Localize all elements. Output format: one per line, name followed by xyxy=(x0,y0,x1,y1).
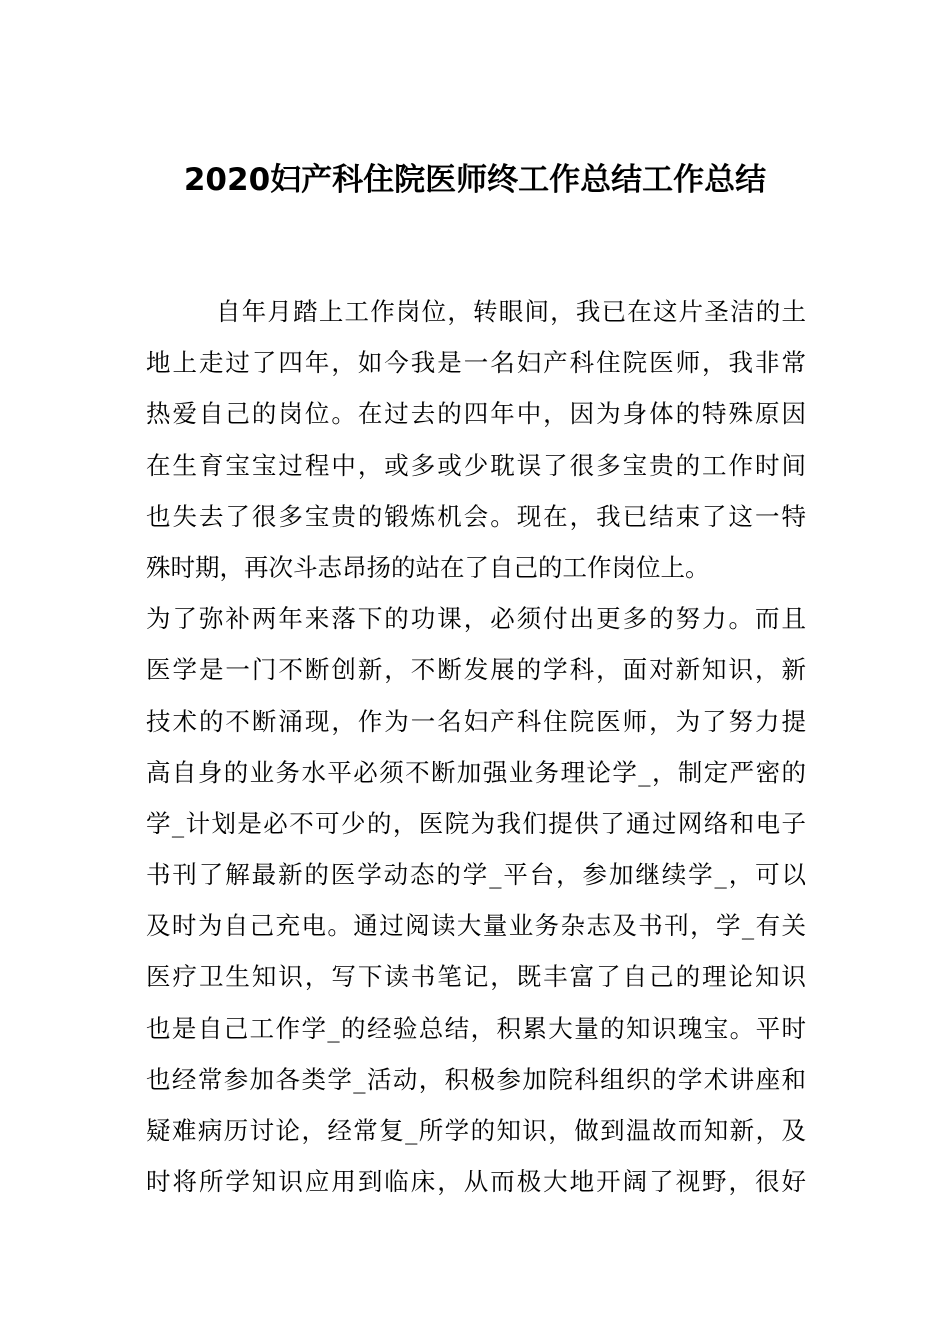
paragraph-line: 书刊了解最新的医学动态的学_平台，参加继续学_，可以 xyxy=(146,860,806,890)
paragraph-line: 在生育宝宝过程中，或多或少耽误了很多宝贵的工作时间 xyxy=(146,450,806,480)
paragraph-line: 地上走过了四年，如今我是一名妇产科住院医师，我非常 xyxy=(146,348,806,378)
paragraph-line: 医疗卫生知识，写下读书笔记，既丰富了自己的理论知识 xyxy=(146,962,806,992)
paragraph-line: 及时为自己充电。通过阅读大量业务杂志及书刊，学_有关 xyxy=(146,911,806,941)
paragraph-line: 自年月踏上工作岗位，转眼间，我已在这片圣洁的土 xyxy=(216,297,806,326)
paragraph-line: 高自身的业务水平必须不断加强业务理论学_，制定严密的 xyxy=(146,757,806,787)
paragraph-line: 技术的不断涌现，作为一名妇产科住院医师，为了努力提 xyxy=(146,706,806,736)
paragraph-line: 热爱自己的岗位。在过去的四年中，因为身体的特殊原因 xyxy=(146,399,806,429)
paragraph-line: 也是自己工作学_的经验总结，积累大量的知识瑰宝。平时 xyxy=(146,1013,806,1043)
document-body xyxy=(146,286,806,1207)
paragraph-line: 学_计划是必不可少的，医院为我们提供了通过网络和电子 xyxy=(146,808,806,838)
paragraph-line: 殊时期，再次斗志昂扬的站在了自己的工作岗位上。 xyxy=(146,552,710,582)
paragraph-line: 医学是一门不断创新，不断发展的学科，面对新知识，新 xyxy=(146,655,806,685)
paragraph-line: 疑难病历讨论，经常复_所学的知识，做到温故而知新，及 xyxy=(146,1116,806,1145)
paragraph-line: 也失去了很多宝贵的锻炼机会。现在，我已结束了这一特 xyxy=(146,501,806,531)
paragraph-line: 时将所学知识应用到临床，从而极大地开阔了视野，很好 xyxy=(146,1167,806,1197)
paragraph-line: 为了弥补两年来落下的功课，必须付出更多的努力。而且 xyxy=(146,604,806,634)
document-title: 2020妇产科住院医师终工作总结工作总结 xyxy=(183,162,767,198)
paragraph-line: 也经常参加各类学_活动，积极参加院科组织的学术讲座和 xyxy=(146,1064,806,1094)
